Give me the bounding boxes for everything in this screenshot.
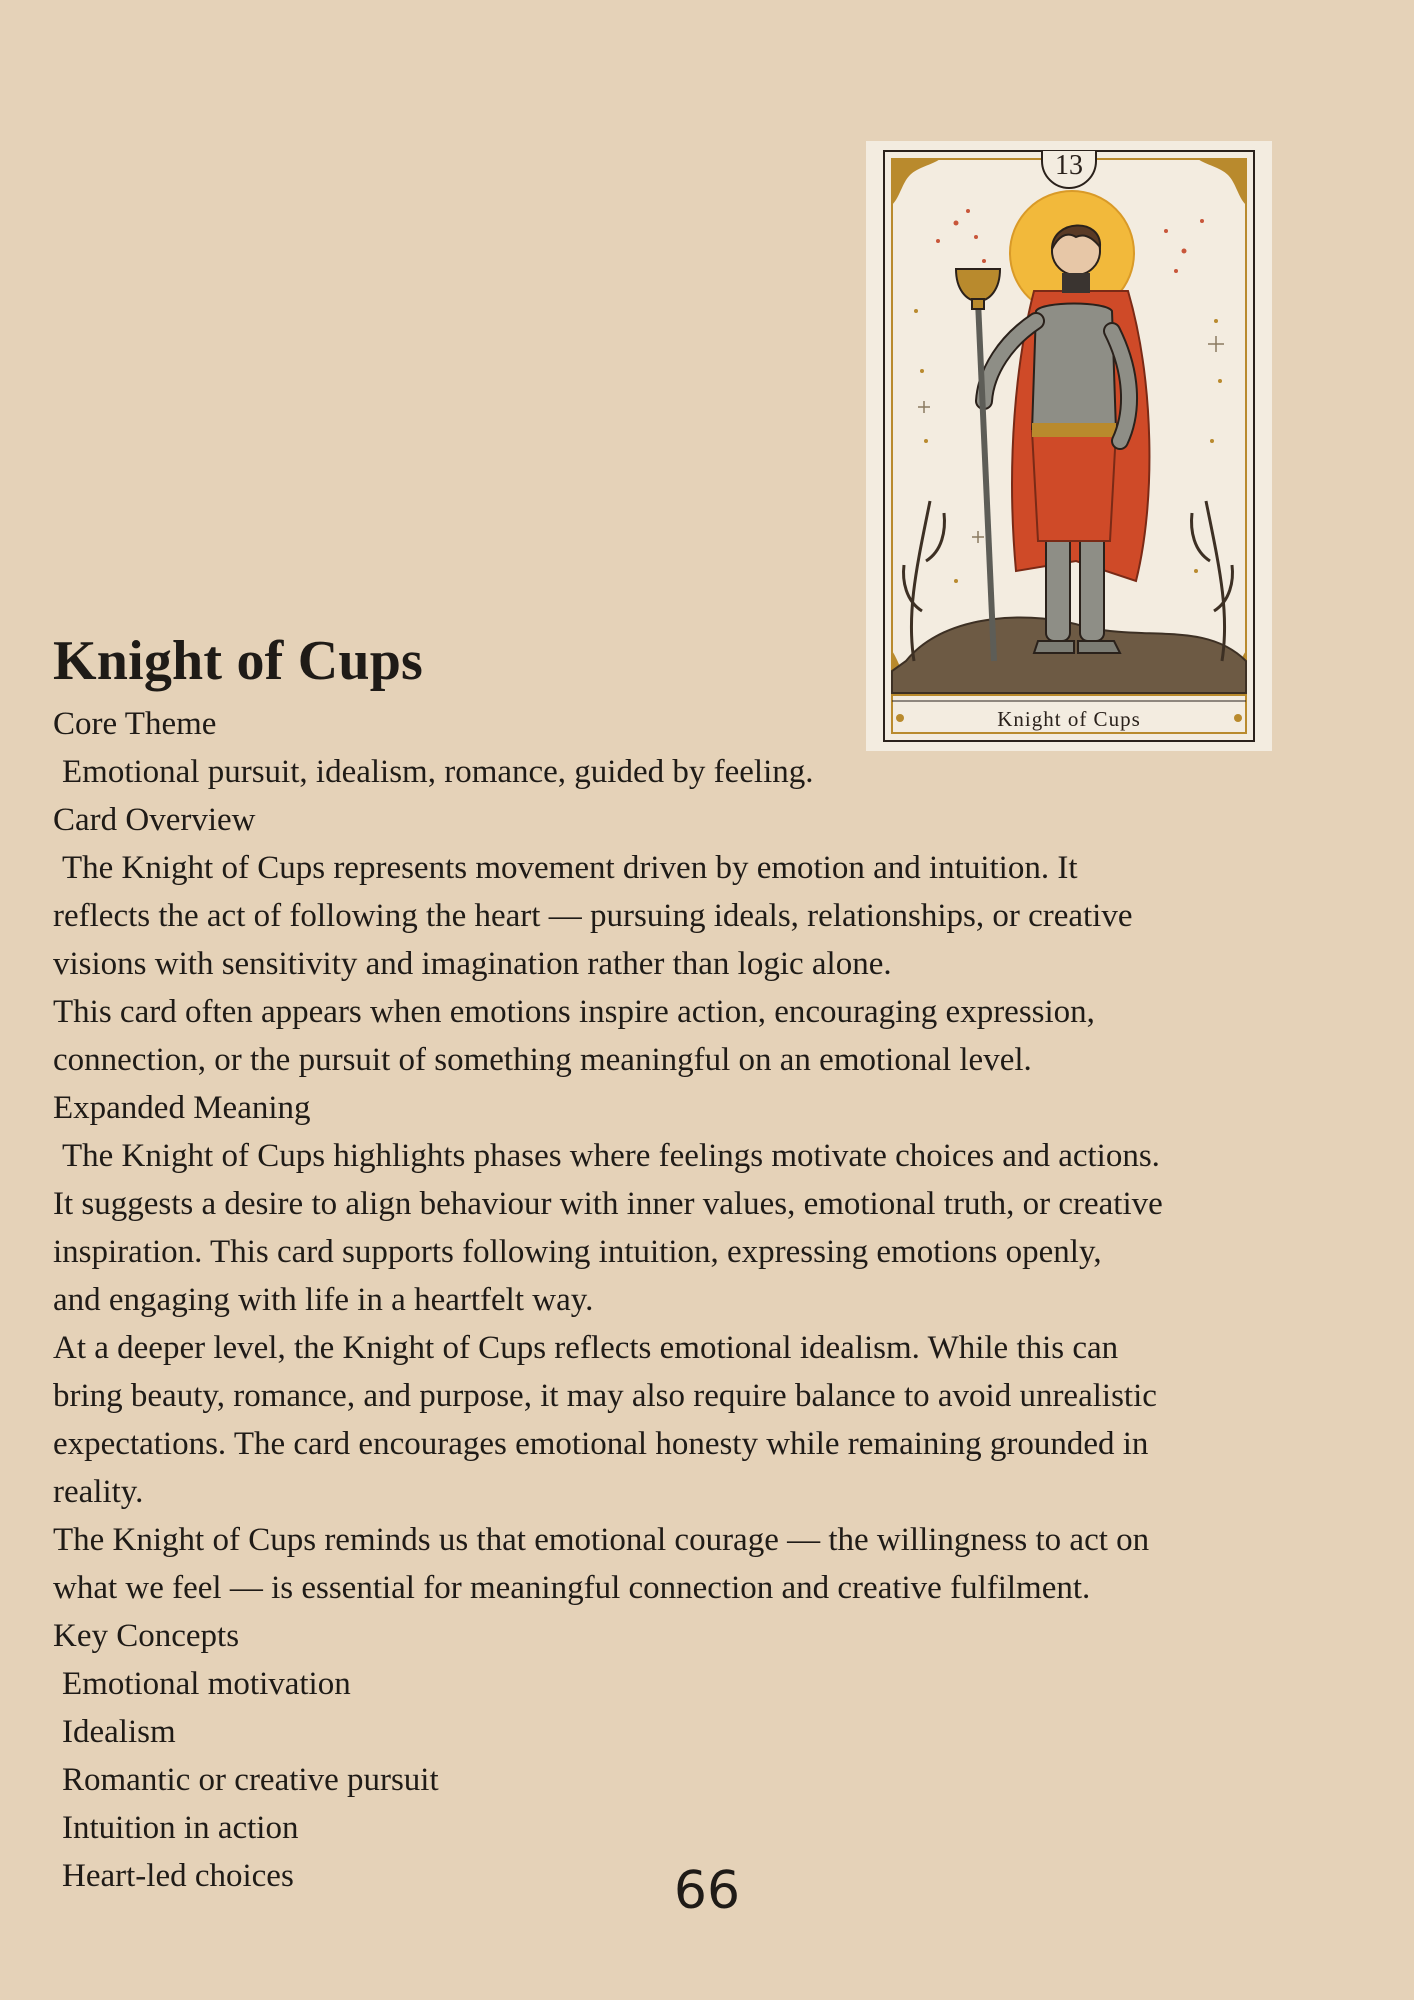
key-concept-item: Romantic or creative pursuit bbox=[62, 1762, 439, 1798]
expanded-line: inspiration. This card supports following intuition, expressing emotions openly, bbox=[53, 1234, 1102, 1270]
key-concept-item: Heart-led choices bbox=[62, 1858, 294, 1894]
corner-ornament-top-left bbox=[892, 159, 940, 205]
overview-line: This card often appears when emotions inspire action, encouraging expression, bbox=[53, 994, 1095, 1030]
page-title: Knight of Cups bbox=[53, 630, 424, 692]
page-number: 66 bbox=[673, 1861, 741, 1921]
expanded-line: At a deeper level, the Knight of Cups reflects emotional idealism. While this can bbox=[53, 1330, 1119, 1366]
overview-line: connection, or the pursuit of something meaningful on an emotional level. bbox=[53, 1042, 1032, 1078]
expanded-line: It suggests a desire to align behaviour with inner values, emotional truth, or creative bbox=[53, 1186, 1163, 1222]
key-concepts-heading: Key Concepts bbox=[53, 1618, 240, 1654]
card-number: 13 bbox=[1055, 150, 1083, 181]
core-theme-heading: Core Theme bbox=[53, 706, 217, 742]
overview-line: reflects the act of following the heart — pursuing ideals, relationships, or creative bbox=[53, 898, 1133, 934]
card-overview-heading: Card Overview bbox=[53, 802, 256, 838]
corner-ornament-top-right bbox=[1198, 159, 1246, 205]
core-theme-text: Emotional pursuit, idealism, romance, guided by feeling. bbox=[62, 754, 814, 790]
expanded-line: what we feel — is essential for meaningful connection and creative fulfilment. bbox=[53, 1570, 1091, 1606]
expanded-line: and engaging with life in a heartfelt way. bbox=[53, 1282, 594, 1318]
key-concept-item: Emotional motivation bbox=[62, 1666, 351, 1702]
card-caption: Knight of Cups bbox=[997, 707, 1141, 731]
overview-line: The Knight of Cups represents movement driven by emotion and intuition. It bbox=[62, 850, 1078, 886]
page-content bbox=[53, 622, 1363, 1900]
expanded-meaning-heading: Expanded Meaning bbox=[53, 1090, 311, 1126]
key-concept-item: Intuition in action bbox=[62, 1810, 299, 1846]
golden-cup bbox=[956, 269, 1000, 301]
expanded-line: reality. bbox=[53, 1474, 144, 1510]
expanded-line: The Knight of Cups reminds us that emotional courage — the willingness to act on bbox=[53, 1522, 1150, 1558]
expanded-line: bring beauty, romance, and purpose, it may also require balance to avoid unrealistic bbox=[53, 1378, 1157, 1414]
overview-line: visions with sensitivity and imagination rather than logic alone. bbox=[53, 946, 892, 982]
expanded-line: The Knight of Cups highlights phases where feelings motivate choices and actions. bbox=[62, 1138, 1160, 1174]
key-concept-item: Idealism bbox=[62, 1714, 176, 1750]
expanded-line: expectations. The card encourages emotional honesty while remaining grounded in bbox=[53, 1426, 1149, 1462]
